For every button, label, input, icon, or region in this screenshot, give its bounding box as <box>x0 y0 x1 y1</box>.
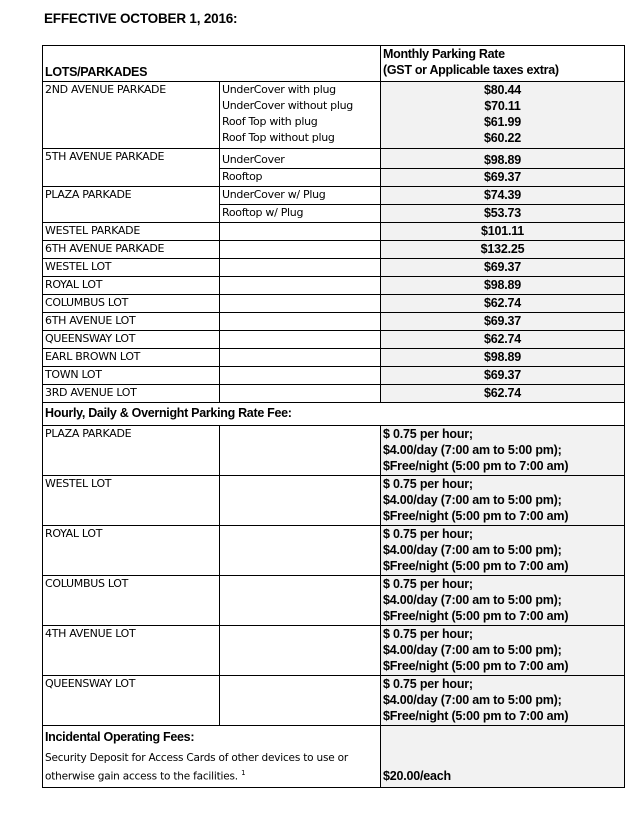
monthly-rate: $69.37 <box>381 169 625 187</box>
hourly-rates-cell <box>381 526 625 576</box>
empty-cell <box>220 295 381 313</box>
lot-name: QUEENSWAY LOT <box>43 676 220 726</box>
monthly-rate: $69.37 <box>381 313 625 331</box>
lot-name: ROYAL LOT <box>43 277 220 295</box>
table-row <box>43 259 625 277</box>
lot-name: EARL BROWN LOT <box>43 349 220 367</box>
lot-name: 4TH AVENUE LOT <box>43 626 220 676</box>
empty-cell <box>220 426 381 476</box>
empty-cell <box>220 526 381 576</box>
monthly-rate: $62.74 <box>381 385 625 403</box>
parking-type: Roof Top without plug <box>222 131 335 144</box>
empty-cell <box>220 241 381 259</box>
parking-type: Roof Top with plug <box>222 115 318 128</box>
overnight-rate: $Free/night (5:00 pm to 7:00 am) <box>383 709 569 723</box>
monthly-rate: $98.89 <box>381 149 625 169</box>
monthly-rate: $101.11 <box>381 223 625 241</box>
lot-name: 6TH AVENUE PARKADE <box>43 241 220 259</box>
lot-name: WESTEL LOT <box>43 476 220 526</box>
hourly-rates-cell <box>381 476 625 526</box>
rate-header-label: Monthly Parking Rate <box>383 47 505 61</box>
monthly-rate: $80.44 <box>483 83 522 97</box>
table-row <box>43 385 625 403</box>
monthly-rate: $132.25 <box>381 241 625 259</box>
hourly-section-title: Hourly, Daily & Overnight Parking Rate Fee: <box>45 406 292 421</box>
lot-name: ROYAL LOT <box>43 526 220 576</box>
overnight-rate: $Free/night (5:00 pm to 7:00 am) <box>383 659 569 673</box>
table-row <box>43 426 625 476</box>
hourly-rates-cell <box>381 426 625 476</box>
empty-cell <box>220 676 381 726</box>
hourly-section-title-cell <box>43 403 625 426</box>
monthly-rate: $70.11 <box>484 99 521 113</box>
lot-name: QUEENSWAY LOT <box>43 331 220 349</box>
parking-type: Rooftop w/ Plug <box>220 205 381 223</box>
daily-rate: $4.00/day (7:00 am to 5:00 pm); <box>383 443 562 457</box>
empty-cell <box>220 313 381 331</box>
hourly-rate: $ 0.75 per hour; <box>383 477 473 491</box>
overnight-rate: $Free/night (5:00 pm to 7:00 am) <box>383 509 569 523</box>
lot-name: 6TH AVENUE LOT <box>43 313 220 331</box>
empty-cell <box>220 476 381 526</box>
parking-types-cell <box>220 82 381 149</box>
footnote-marker: 1 <box>241 769 246 777</box>
monthly-rate: $98.89 <box>381 277 625 295</box>
lot-name: WESTEL LOT <box>43 259 220 277</box>
table-row <box>43 476 625 526</box>
lot-name: 5TH AVENUE PARKADE <box>43 149 220 187</box>
table-row <box>43 82 625 149</box>
hourly-rate: $ 0.75 per hour; <box>383 427 473 441</box>
table-row <box>43 626 625 676</box>
daily-rate: $4.00/day (7:00 am to 5:00 pm); <box>383 493 562 507</box>
lot-name: COLUMBUS LOT <box>43 576 220 626</box>
daily-rate: $4.00/day (7:00 am to 5:00 pm); <box>383 593 562 607</box>
table-row <box>43 223 625 241</box>
incidental-fee: $20.00/each <box>381 726 625 788</box>
table-row <box>43 576 625 626</box>
empty-cell <box>220 259 381 277</box>
overnight-rate: $Free/night (5:00 pm to 7:00 am) <box>383 609 569 623</box>
monthly-rate: $62.74 <box>381 295 625 313</box>
empty-cell <box>220 223 381 241</box>
table-row <box>43 241 625 259</box>
table-row <box>43 313 625 331</box>
monthly-rate: $69.37 <box>381 367 625 385</box>
page-title: EFFECTIVE OCTOBER 1, 2016: <box>44 11 238 26</box>
incidental-description-2: otherwise gain access to the facilities. <box>45 770 238 783</box>
hourly-rates-cell <box>381 626 625 676</box>
hourly-rate: $ 0.75 per hour; <box>383 527 473 541</box>
parking-rates-table <box>42 45 625 788</box>
section-header-row <box>43 403 625 426</box>
monthly-rate: $74.39 <box>381 187 625 205</box>
empty-cell <box>220 277 381 295</box>
table-row <box>43 149 625 169</box>
table-row <box>43 277 625 295</box>
hourly-rate: $ 0.75 per hour; <box>383 577 473 591</box>
hourly-rate: $ 0.75 per hour; <box>383 677 473 691</box>
parking-type: UnderCover w/ Plug <box>220 187 381 205</box>
monthly-rate: $62.74 <box>381 331 625 349</box>
daily-rate: $4.00/day (7:00 am to 5:00 pm); <box>383 643 562 657</box>
incidental-cell <box>43 726 381 788</box>
monthly-rate: $69.37 <box>381 259 625 277</box>
hourly-rate: $ 0.75 per hour; <box>383 627 473 641</box>
empty-cell <box>220 626 381 676</box>
parking-type: UnderCover <box>220 149 381 169</box>
empty-cell <box>220 331 381 349</box>
table-row <box>43 349 625 367</box>
daily-rate: $4.00/day (7:00 am to 5:00 pm); <box>383 693 562 707</box>
hourly-rates-cell <box>381 676 625 726</box>
lot-name: PLAZA PARKADE <box>43 187 220 223</box>
parking-type: Rooftop <box>220 169 381 187</box>
empty-cell <box>220 367 381 385</box>
monthly-rate: $61.99 <box>483 115 522 129</box>
rates-cell <box>381 82 625 149</box>
hourly-rates-cell <box>381 576 625 626</box>
incidental-description: Security Deposit for Access Cards of other devices to use or <box>45 752 348 764</box>
empty-cell <box>220 385 381 403</box>
parking-type: UnderCover with plug <box>222 83 336 96</box>
lots-header-cell <box>43 46 381 82</box>
overnight-rate: $Free/night (5:00 pm to 7:00 am) <box>383 459 569 473</box>
daily-rate: $4.00/day (7:00 am to 5:00 pm); <box>383 543 562 557</box>
lot-name: WESTEL PARKADE <box>43 223 220 241</box>
table-row <box>43 331 625 349</box>
overnight-rate: $Free/night (5:00 pm to 7:00 am) <box>383 559 569 573</box>
monthly-rate: $98.89 <box>381 349 625 367</box>
rate-header-note: (GST or Applicable taxes extra) <box>383 63 559 77</box>
rate-header-cell <box>381 46 625 82</box>
table-row <box>43 187 625 205</box>
monthly-rate: $60.22 <box>483 131 522 145</box>
monthly-rate: $53.73 <box>381 205 625 223</box>
empty-cell <box>220 576 381 626</box>
parking-type: UnderCover without plug <box>222 99 353 112</box>
empty-cell <box>220 349 381 367</box>
lot-name: 3RD AVENUE LOT <box>43 385 220 403</box>
table-row <box>43 526 625 576</box>
lot-name: COLUMBUS LOT <box>43 295 220 313</box>
lot-name: 2ND AVENUE PARKADE <box>43 82 220 149</box>
lots-header-label: LOTS/PARKADES <box>45 64 148 79</box>
incidental-title: Incidental Operating Fees: <box>45 730 195 744</box>
table-row <box>43 367 625 385</box>
table-row <box>43 676 625 726</box>
lot-name: TOWN LOT <box>43 367 220 385</box>
table-row <box>43 295 625 313</box>
table-row <box>43 726 625 788</box>
lot-name: PLAZA PARKADE <box>43 426 220 476</box>
table-header-row <box>43 46 625 82</box>
